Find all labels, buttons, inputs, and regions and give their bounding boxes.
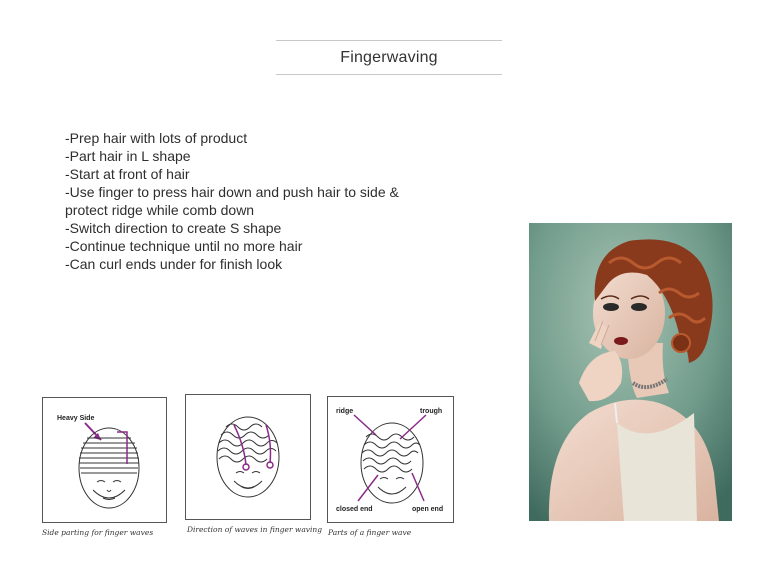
figure-caption: Parts of a finger wave [328, 528, 412, 537]
fingerwave-model-photo [529, 223, 732, 521]
steps-list [65, 129, 445, 273]
wave-parts-figure [327, 396, 454, 523]
step-item: -Start at front of hair [65, 166, 190, 182]
wave-direction-figure [185, 394, 311, 520]
heavy-side-label: Heavy Side [57, 415, 95, 422]
figure-caption: Direction of waves in finger waving [187, 525, 323, 534]
step-item: -Use finger to press hair down and push hair to side & protect ridge while comb down [65, 184, 399, 218]
side-parting-figure [42, 397, 167, 523]
title-banner [276, 40, 502, 75]
step-item: -Continue technique until no more hair [65, 238, 303, 254]
head-diagram [79, 428, 139, 508]
open-end-label: open end [412, 506, 444, 513]
head-diagram [361, 423, 423, 503]
closed-end-label: closed end [336, 506, 373, 513]
ridge-label: ridge [336, 408, 354, 415]
step-item: -Part hair in L shape [65, 148, 191, 164]
step-item: -Prep hair with lots of product [65, 130, 248, 146]
trough-label: trough [420, 408, 443, 415]
step-item: -Switch direction to create S shape [65, 220, 282, 236]
figure-caption: Side parting for finger waves [42, 528, 154, 537]
step-item: -Can curl ends under for finish look [65, 256, 283, 272]
page-title: Fingerwaving [340, 48, 438, 66]
